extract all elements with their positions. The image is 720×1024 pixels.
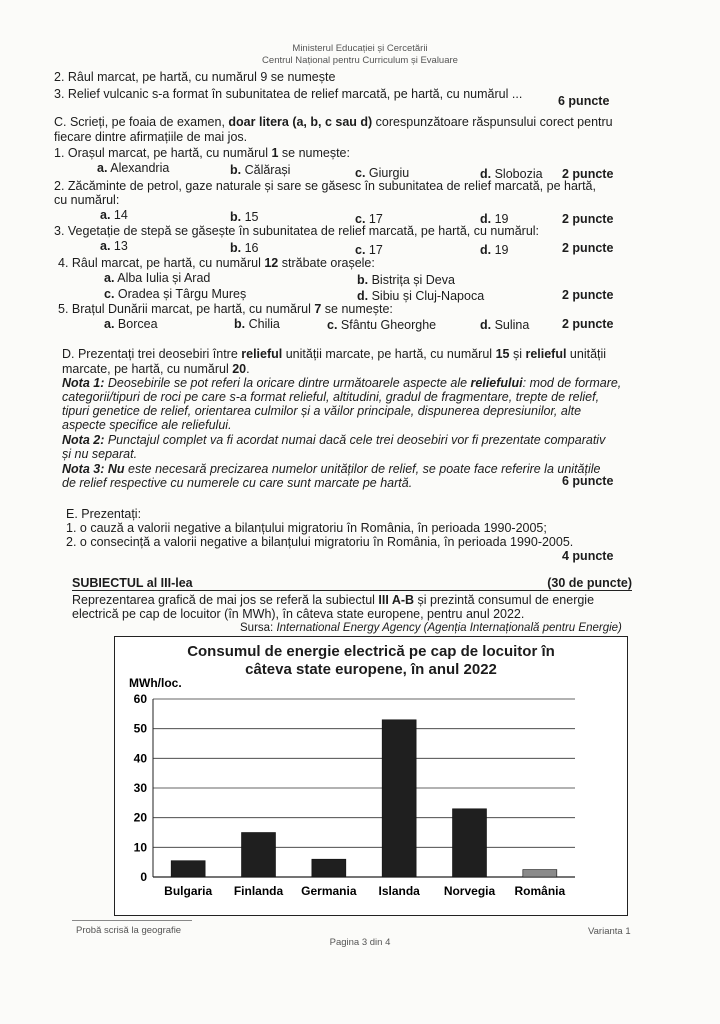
c1-option-d: d. Slobozia bbox=[480, 167, 543, 181]
c5-option-c: c. Sfântu Gheorghe bbox=[327, 318, 437, 332]
x-tick-label: Islanda bbox=[378, 884, 420, 898]
c-question-5: 5. Brațul Dunării marcat, pe hartă, cu numărul 7 se numește: bbox=[58, 302, 393, 316]
footer-rule bbox=[72, 920, 192, 921]
c2-option-a: a. 14 bbox=[100, 208, 128, 222]
chart-title-line-2: câteva state europene, în anul 2022 bbox=[245, 661, 497, 678]
footer-left: Probă scrisă la geografie bbox=[76, 925, 182, 936]
section-d-note-2-l2: și nu separat. bbox=[62, 447, 138, 461]
bar-românia bbox=[523, 870, 557, 877]
points-a: 6 puncte bbox=[558, 94, 610, 108]
footer-page: Pagina 3 din 4 bbox=[329, 937, 391, 948]
subject-3-heading bbox=[72, 576, 632, 591]
y-tick-label: 50 bbox=[133, 721, 147, 736]
section-c-intro: C. Scrieți, pe foaia de examen, doar litera (a, b, c sau d) corespunzătoare răspunsului corect pentru bbox=[54, 115, 613, 129]
c-question-4: 4. Râul marcat, pe hartă, cu numărul 12 străbate orașele: bbox=[58, 256, 375, 270]
section-d-note-1-l4: aspecte specifice ale reliefului. bbox=[62, 418, 232, 432]
bar-finlanda bbox=[242, 833, 276, 878]
section-d-note-1-l3: tipuri genetice de relief, orientarea culmilor și a văilor principale, dispunerea depresiunilor, alte bbox=[62, 404, 582, 418]
c3-option-d: d. 19 bbox=[480, 243, 509, 257]
section-d-note-1-l2: categorii/tipuri de roci pe care s-a format relieful, altitudini, gradul de fragmentare, trepte de relief, bbox=[62, 390, 600, 404]
section-e-points: 4 puncte bbox=[562, 549, 614, 563]
section-e-item-2: 2. o consecință a valorii negative a bilanțului migratoriu în România, în perioada 1990-2005. bbox=[66, 535, 574, 549]
chart-title-line-1: Consumul de energie electrică pe cap de locuitor în bbox=[187, 643, 555, 660]
c3-option-c: c. 17 bbox=[355, 243, 383, 257]
c5-option-a: a. Borcea bbox=[104, 317, 158, 331]
footer-right: Varianta 1 bbox=[588, 926, 631, 937]
x-tick-label: România bbox=[514, 884, 566, 898]
header-ministry: Ministerul Educației și Cercetării bbox=[292, 43, 428, 54]
y-tick-label: 60 bbox=[133, 692, 147, 706]
section-d-note-3-l2: de relief respective cu numerele cu care sunt marcate pe hartă. bbox=[62, 476, 413, 490]
c1-points: 2 puncte bbox=[562, 167, 614, 181]
section-d-note-3: Nota 3: Nu este necesară precizarea numelor unităților de relief, se poate face referire la unitățile bbox=[62, 462, 601, 476]
c1-option-c: c. Giurgiu bbox=[355, 166, 410, 180]
section-d-line-2: marcate, pe hartă, cu numărul 20. bbox=[62, 362, 250, 376]
y-tick-label: 0 bbox=[140, 870, 147, 884]
energy-bar-chart bbox=[115, 637, 627, 915]
c5-option-b: b. Chilia bbox=[234, 317, 280, 331]
section-e-item-1: 1. o cauză a valorii negative a bilanțului migratoriu în România, în perioada 1990-2005; bbox=[66, 521, 547, 535]
c3-points: 2 puncte bbox=[562, 241, 614, 255]
section-d-note-2: Nota 2: Punctajul complet va fi acordat numai dacă cele trei deosebiri vor fi prezentate comparativ bbox=[62, 433, 606, 447]
bar-germania bbox=[312, 859, 346, 877]
c-question-2-cont: cu numărul: bbox=[54, 193, 120, 207]
c-question-3: 3. Vegetație de stepă se găsește în subunitatea de relief marcată, pe hartă, cu numărul: bbox=[54, 224, 540, 238]
header-center: Centrul Național pentru Curriculum și Evaluare bbox=[262, 55, 458, 66]
section-d-points: 6 puncte bbox=[562, 474, 614, 488]
y-tick-label: 10 bbox=[133, 840, 147, 855]
c-question-1: 1. Orașul marcat, pe hartă, cu numărul 1 se numește: bbox=[54, 146, 350, 160]
x-tick-label: Norvegia bbox=[443, 884, 496, 898]
subject-3-title: SUBIECTUL al III-lea bbox=[72, 576, 193, 590]
subject-3-points: (30 de puncte) bbox=[547, 576, 632, 590]
c5-option-d: d. Sulina bbox=[480, 318, 530, 332]
c1-option-b: b. Călărași bbox=[230, 163, 291, 177]
c-question-2: 2. Zăcăminte de petrol, gaze naturale și sare se găsesc în subunitatea de relief marcată, pe hartă, bbox=[54, 179, 596, 193]
c2-option-c: c. 17 bbox=[355, 212, 383, 226]
c4-option-b: b. Bistrița și Deva bbox=[357, 273, 455, 287]
source-line: Sursa: International Energy Agency (Agenția Internațională pentru Energie) bbox=[240, 622, 622, 634]
section-d-line-1: D. Prezentați trei deosebiri între relieful unității marcate, pe hartă, cu numărul 15 și relieful unității bbox=[62, 347, 607, 361]
c4-points: 2 puncte bbox=[562, 288, 614, 302]
bar-islanda bbox=[382, 720, 416, 877]
c2-option-b: b. 15 bbox=[230, 210, 259, 224]
bar-norvegia bbox=[453, 809, 487, 877]
y-tick-label: 40 bbox=[133, 751, 147, 766]
subject-3-desc-2: electrică pe cap de locuitor (în MWh), în câteva state europene, pentru anul 2022. bbox=[72, 607, 525, 621]
bar-bulgaria bbox=[171, 861, 205, 877]
section-c-intro-2: fiecare dintre afirmațiile de mai jos. bbox=[54, 130, 248, 144]
c5-points: 2 puncte bbox=[562, 317, 614, 331]
y-tick-label: 30 bbox=[133, 781, 147, 795]
c4-option-a: a. Alba Iulia și Arad bbox=[104, 271, 211, 285]
x-tick-label: Finlanda bbox=[233, 884, 284, 898]
c2-option-d: d. 19 bbox=[480, 212, 509, 226]
y-tick-label: 20 bbox=[133, 810, 147, 825]
question-a2: 2. Râul marcat, pe hartă, cu numărul 9 se numește bbox=[54, 70, 336, 84]
c4-option-c: c. Oradea și Târgu Mureș bbox=[104, 287, 247, 301]
c1-option-a: a. Alexandria bbox=[97, 161, 170, 175]
section-d-note-1: Nota 1: Deosebirile se pot referi la oricare dintre următoarele aspecte ale reliefului: mod de formare, bbox=[62, 376, 622, 390]
x-tick-label: Germania bbox=[301, 884, 357, 898]
x-tick-label: Bulgaria bbox=[164, 884, 213, 898]
c4-option-d: d. Sibiu și Cluj-Napoca bbox=[357, 289, 485, 303]
y-axis-label: MWh/loc. bbox=[129, 676, 182, 690]
c2-points: 2 puncte bbox=[562, 212, 614, 226]
c3-option-a: a. 13 bbox=[100, 239, 128, 253]
subject-3-desc-1: Reprezentarea grafică de mai jos se referă la subiectul III A-B și prezintă consumul de energie bbox=[72, 593, 595, 607]
c3-option-b: b. 16 bbox=[230, 241, 259, 255]
question-a3: 3. Relief vulcanic s-a format în subunitatea de relief marcată, pe hartă, cu numărul ... bbox=[54, 87, 523, 101]
section-e-title: E. Prezentați: bbox=[66, 507, 142, 521]
chart-container bbox=[114, 636, 628, 916]
